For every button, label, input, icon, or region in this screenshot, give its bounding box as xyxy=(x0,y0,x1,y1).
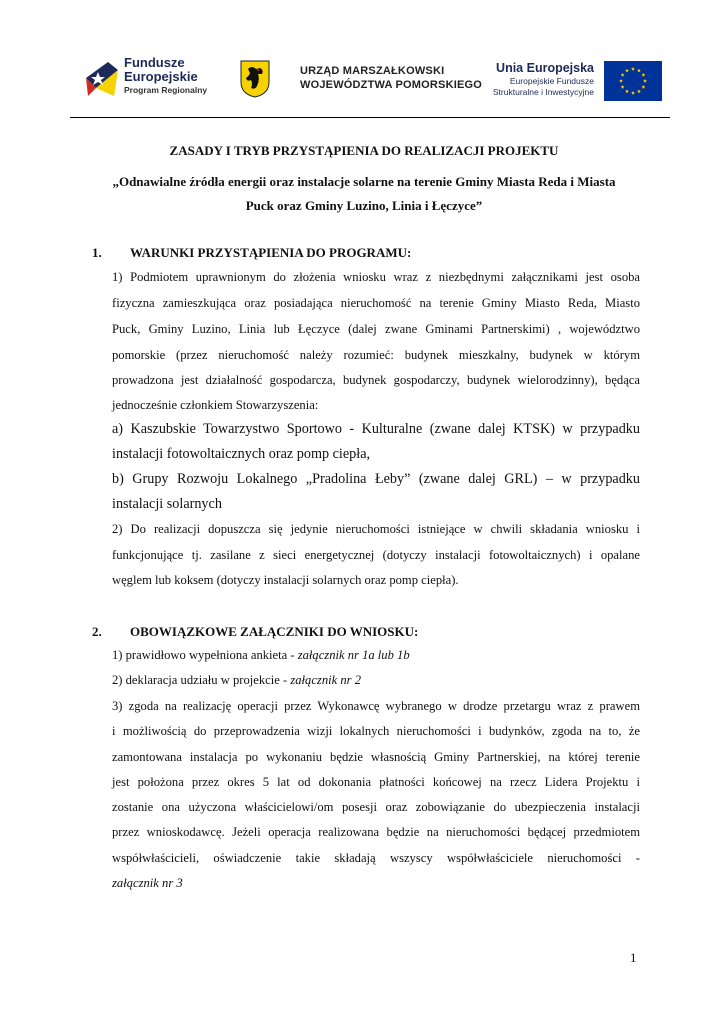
section-1-line: węglem lub koksem (dotyczy instalacji solarnych oraz pomp ciepła). xyxy=(112,573,459,587)
section-1-line: pomorskie (przez nieruchomość należy rozumieć: budynek mieszkalny, budynek w którym xyxy=(112,348,640,362)
attachment-3-line: 3) zgoda na realizację operacji przez Wykonawcę wybranego w drodze przetargu wraz z prawem xyxy=(112,699,640,713)
section-1-line: a) Kaszubskie Towarzystwo Sportowo - Kulturalne (zwane dalej KTSK) w przypadku xyxy=(112,421,640,437)
section-1-line: 2) Do realizacji dopuszcza się jedynie nieruchomości istniejące w chwili składania wniosku i xyxy=(112,522,640,536)
section-2-heading xyxy=(92,624,418,640)
attachment-3-line: zamontowana instalacja po wykonaniu będzie własnością Gminy Partnerskiej, na której terenie xyxy=(112,750,640,764)
section-1-line: instalacji solarnych xyxy=(112,496,222,512)
attachment-3-reference: załącznik nr 3 xyxy=(112,876,183,890)
project-name-line1: „Odnawialne źródła energii oraz instalacje solarne na terenie Gminy Miasta Reda i Miasta xyxy=(112,174,616,189)
fe-logo-line3: Program Regionalny xyxy=(124,85,208,95)
document-title: ZASADY I TRYB PRZYSTĄPIENIA DO REALIZACJI PROJEKTU xyxy=(169,143,559,158)
section-1-line: instalacji fotowoltaicznych oraz pomp ciepła, xyxy=(112,446,371,462)
urzad-line1: URZĄD MARSZAŁKOWSKI xyxy=(300,65,445,77)
eu-line3: Strukturalne i Inwestycyjne xyxy=(492,87,594,97)
header-divider xyxy=(70,117,670,118)
section-1-number: 1. xyxy=(92,245,102,260)
eu-line1: Unia Europejska xyxy=(496,61,594,75)
page-number: 1 xyxy=(630,950,637,965)
attachment-3-line: współwłaścicieli, oświadczenie takie składają wszyscy współwłaściciele nieruchomości - xyxy=(112,851,640,865)
attachment-3-line: przez wnioskodawcę. Jeżeli operacja realizowana będzie na nieruchomości będącej przedmiotem xyxy=(112,825,640,839)
fe-logo-line1: Fundusze xyxy=(124,55,185,70)
section-1-line: prowadzona jest działalność gospodarcza, budynek gospodarczy, budynek wielorodzinny), będąca xyxy=(112,373,640,387)
attachment-3-line: i możliwością do przeprowadzenia wizji lokalnych nieruchomości i budynków, zgoda na to, że xyxy=(112,724,640,738)
attachment-item-1 xyxy=(112,648,640,663)
section-1-title: WARUNKI PRZYSTĄPIENIA DO PROGRAMU: xyxy=(130,245,412,260)
eu-flag-icon xyxy=(604,61,662,101)
section-2-number: 2. xyxy=(92,624,102,639)
section-1-line: Puck, Gminy Luzino, Linia lub Łęczyce (dalej zwane Gminami Partnerskimi) , województwo xyxy=(112,322,640,336)
attachment-3-line: jest położona przez okres 5 lat od dokonania płatności końcowej na rzecz Lidera Projektu i xyxy=(112,775,640,789)
fe-logo-line2: Europejskie xyxy=(124,69,198,84)
attachment-item-2 xyxy=(112,673,640,688)
section-1-line: funkcjonujące tj. zasilane z sieci energetycznej (dotyczy instalacji fotowoltaicznych) i opalane xyxy=(112,548,640,562)
page-header xyxy=(0,0,724,120)
pomorskie-crest-icon xyxy=(240,60,270,98)
attachment-2-text: 2) deklaracja udziału w projekcie - xyxy=(112,673,291,687)
urzad-line2: WOJEWÓDZTWA POMORSKIEGO xyxy=(300,79,483,91)
section-1-line: jednocześnie członkiem Stowarzyszenia: xyxy=(112,398,319,412)
fundusze-europejskie-mark-icon xyxy=(84,58,120,98)
attachment-2-reference: załącznik nr 2 xyxy=(290,673,361,687)
attachment-1-reference: załącznik nr 1a lub 1b xyxy=(297,648,410,662)
section-1-line: fizyczna zamieszkująca oraz posiadająca nieruchomość na terenie Gminy Miasto Reda, Miasto xyxy=(112,296,640,310)
fundusze-europejskie-logo xyxy=(84,54,224,104)
section-1-line: 1) Podmiotem uprawnionym do złożenia wniosku wraz z niezbędnymi załącznikami jest osoba xyxy=(112,270,640,284)
section-1-line: b) Grupy Rozwoju Lokalnego „Pradolina Łeby” (zwane dalej GRL) – w przypadku xyxy=(112,471,640,487)
section-2-title: OBOWIĄZKOWE ZAŁĄCZNIKI DO WNIOSKU: xyxy=(130,624,419,639)
project-name-line2: Puck oraz Gminy Luzino, Linia i Łęczyce” xyxy=(245,198,483,213)
section-1-heading xyxy=(92,245,411,261)
attachment-1-text: 1) prawidłowo wypełniona ankieta - xyxy=(112,648,298,662)
eu-line2: Europejskie Fundusze xyxy=(509,76,594,86)
attachment-3-line: zostanie ona użyczona właścicielowi/om posesji oraz zobowiązanie do ubezpieczenia instalacji xyxy=(112,800,640,814)
